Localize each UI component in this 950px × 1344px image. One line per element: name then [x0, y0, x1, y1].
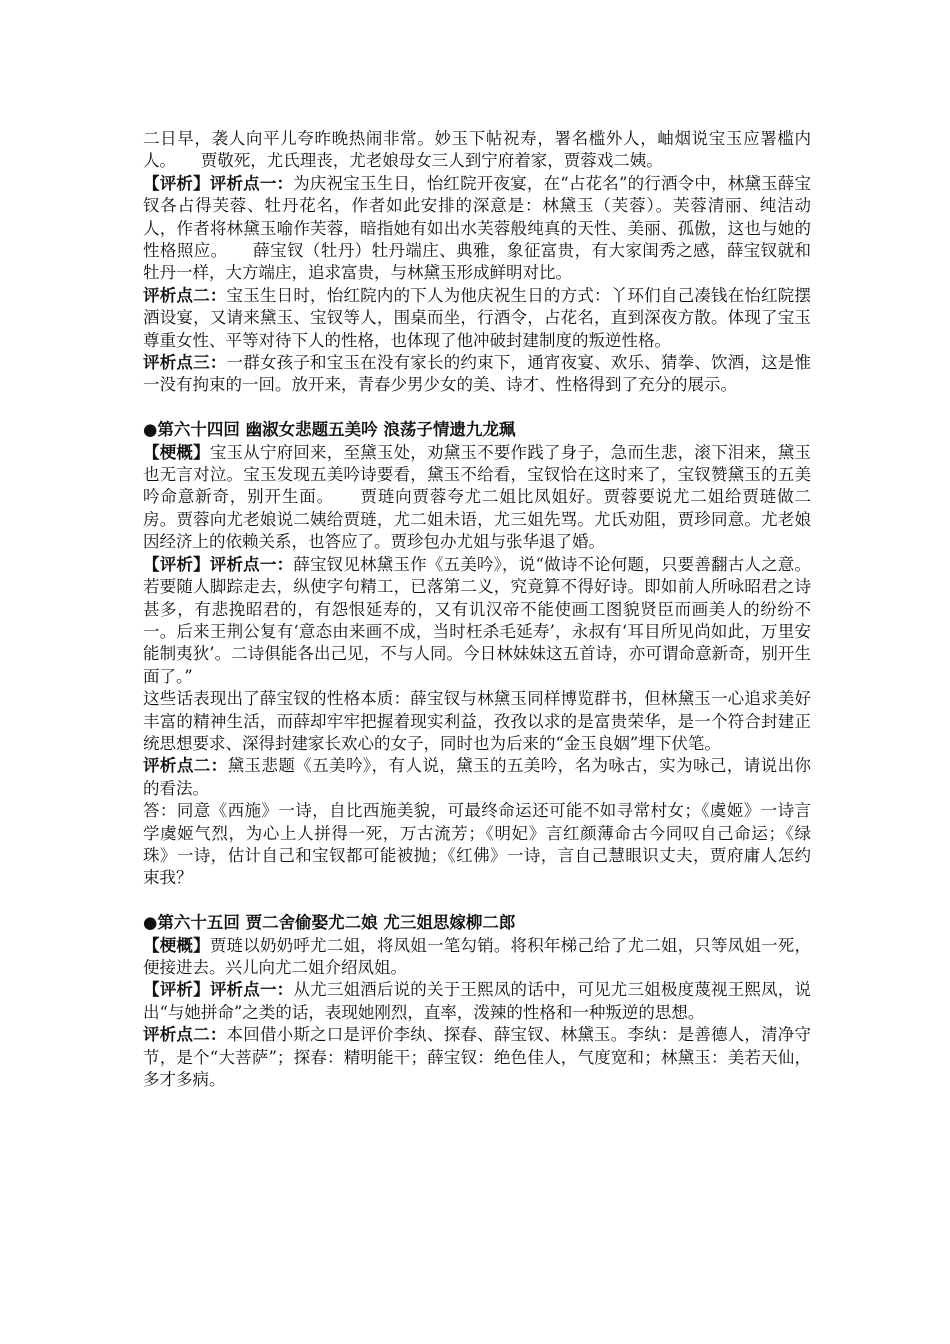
summary-text: 宝玉从宁府回来，至黛玉处，劝黛玉不要作践了身子，急而生悲，滚下泪来，黛玉也无言对泣。宝玉发现五美吟诗要看，黛玉不给看，宝钗恰在这时来了，宝钗赞黛玉的五美吟命意新奇，别开生面。 贾琏向贾蓉夸尤二姐比凤姐好。贾蓉要说尤二姐给贾琏做二房。贾蓉向尤老娘说二姨给贾琏，尤二姐未语，尤三姐先骂。尤氏劝阻，贾珍同意。尤老娘因经济上的依赖关系，也答应了。贾珍包办尤姐与张华退了婚。: [143, 442, 812, 552]
point-text: 黛玉悲题《五美吟》，有人说，黛玉的五美吟，名为咏古，实为咏己，请说出你的看法。: [143, 756, 812, 798]
point-text: 宝玉生日时，怡红院内的下人为他庆祝生日的方式：丫环们自己凑钱在怡红院摆酒设宴，又请来黛玉、宝钗等人，围桌而坐，行酒令，占花名，直到深夜方散。体现了宝玉尊重女性、平等对待下人的性格，也体现了他冲破封建制度的叛逆性格。: [143, 285, 812, 350]
spacer: [143, 890, 811, 912]
chapter-64-eval-point-1-cont: 这些话表现出了薛宝钗的性格本质：薛宝钗与林黛玉同样博览群书，但林黛玉一心追求美好丰富的精神生活，而薛却牢牢把握着现实利益，孜孜以求的是富贵荣华，是一个符合封建正统思想要求、深得封建家长欢心的女子，同时也为后来的“金玉良姻”埋下伏笔。: [143, 689, 811, 753]
point-label: 评析点二：: [143, 1025, 227, 1045]
chapter-64-eval-point-1: [143, 554, 811, 688]
summary-text: 贾琏以奶奶呼尤二姐，将凤姐一笔勾销。将积年梯己给了尤二姐，只等凤姐一死，便接进去。兴儿向尤二姐介绍凤姐。: [143, 935, 812, 977]
point-label: 评析点一：: [209, 980, 294, 1000]
point-text: 一群女孩子和宝玉在没有家长的约束下，通宵夜宴、欢乐、猜拳、饮酒，这是惟一没有拘束的一回。放开来，青春少男少女的美、诗才、性格得到了充分的展示。: [143, 353, 812, 395]
point-text: 本回借小斯之口是评价李纨、探春、薛宝钗、林黛玉。李纨：是善德人，清净守节，是个“大菩萨”；探春：精明能干；薛宝钗：绝色佳人，气度宽和；林黛玉：美若天仙，多才多病。: [143, 1025, 812, 1090]
chapter-64-answer: 答：同意《西施》一诗，自比西施美貌，可最终命运还可能不如寻常村女；《虞姬》一诗言学虞姬气烈，为心上人拼得一死，万古流芳；《明妃》言红颜薄命古今同叹自己命运；《绿珠》一诗，估计自己和宝钗都可能被抛；《红佛》一诗，言自己慧眼识丈夫，贾府庸人怎约束我？: [143, 801, 811, 888]
point-text: 为庆祝宝玉生日，怡红院开夜宴，在“占花名”的行酒令中，林黛玉薛宝钗各占得芙蓉、牡丹花名，作者如此安排的深意是：林黛玉（芙蓉）。芙蓉清丽、纯洁动人，作者将林黛玉喻作芙蓉，暗指她有如出水芙蓉般纯真的天性、美丽、孤傲，这也与她的性格照应。 薛宝钗（牡丹）牡丹端庄、典雅，象征富贵，有大家闺秀之感，薛宝钗就和牡丹一样，大方端庄，追求富贵，与林黛玉形成鲜明对比。: [143, 173, 811, 283]
point-label: 评析点三：: [143, 353, 227, 373]
intro-text: 二日早，袭人向平儿夸昨晚热闹非常。妙玉下帖祝寿，署名槛外人，岫烟说宝玉应署槛内人。 贾敬死，尤氏理丧，尤老娘母女三人到宁府着家，贾蓉戏二姨。: [143, 129, 811, 171]
chapter-65-eval-point-2: [143, 1024, 811, 1091]
point-label: 评析点一：: [209, 554, 294, 574]
summary-label: 【梗概】: [143, 935, 210, 955]
chapter-65-eval-point-1: [143, 979, 811, 1024]
intro-eval-point-3: [143, 352, 811, 397]
eval-label: 【评析】: [143, 554, 210, 574]
point-text: 从尤三姐酒后说的关于王熙凤的话中，可见尤三姐极度蔑视王熙凤，说出“与她拼命”之类的话，表现她刚烈，直率，泼辣的性格和一种叛逆的思想。: [143, 980, 812, 1022]
chapter-65-heading: ●第六十五回 贾二舍偷娶尤二娘 尤三姐思嫁柳二郎: [143, 913, 516, 933]
intro-eval-point-2: [143, 285, 811, 352]
eval-label: 【评析】: [143, 980, 210, 1000]
point-text: 薛宝钗见林黛玉作《五美吟》，说“做诗不论何题，只要善翻古人之意。若要随人脚踪走去，纵使字句精工，已落第二义，究竟算不得好诗。即如前人所咏昭君之诗甚多，有悲挽昭君的，有怨恨延寿的，又有讥汉帝不能使画工图貌贤臣而画美人的纷纷不一。后来王荆公复有‘意态由来画不成，当时枉杀毛延寿’，永叔有‘耳目所见尚如此，万里安能制夷狄’。二诗俱能各出己见，不与人同。今日林妹妹这五首诗，亦可谓命意新奇，别开生面了。”: [143, 554, 812, 686]
eval-label: 【评析】: [143, 173, 210, 193]
intro-eval-point-1: [143, 173, 811, 285]
chapter-64-eval-point-2: [143, 755, 811, 800]
point-label: 评析点二：: [143, 285, 227, 305]
chapter-65-summary: [143, 935, 811, 980]
chapter-64-summary: [143, 442, 811, 554]
point-label: 评析点二：: [143, 756, 228, 776]
chapter-64-heading: ●第六十四回 幽淑女悲题五美吟 浪荡子情遗九龙珮: [143, 420, 516, 440]
summary-label: 【梗概】: [143, 442, 210, 462]
document-page: [143, 128, 811, 1091]
point-label: 评析点一：: [209, 173, 294, 193]
intro-paragraph: [143, 128, 811, 173]
spacer: [143, 397, 811, 419]
